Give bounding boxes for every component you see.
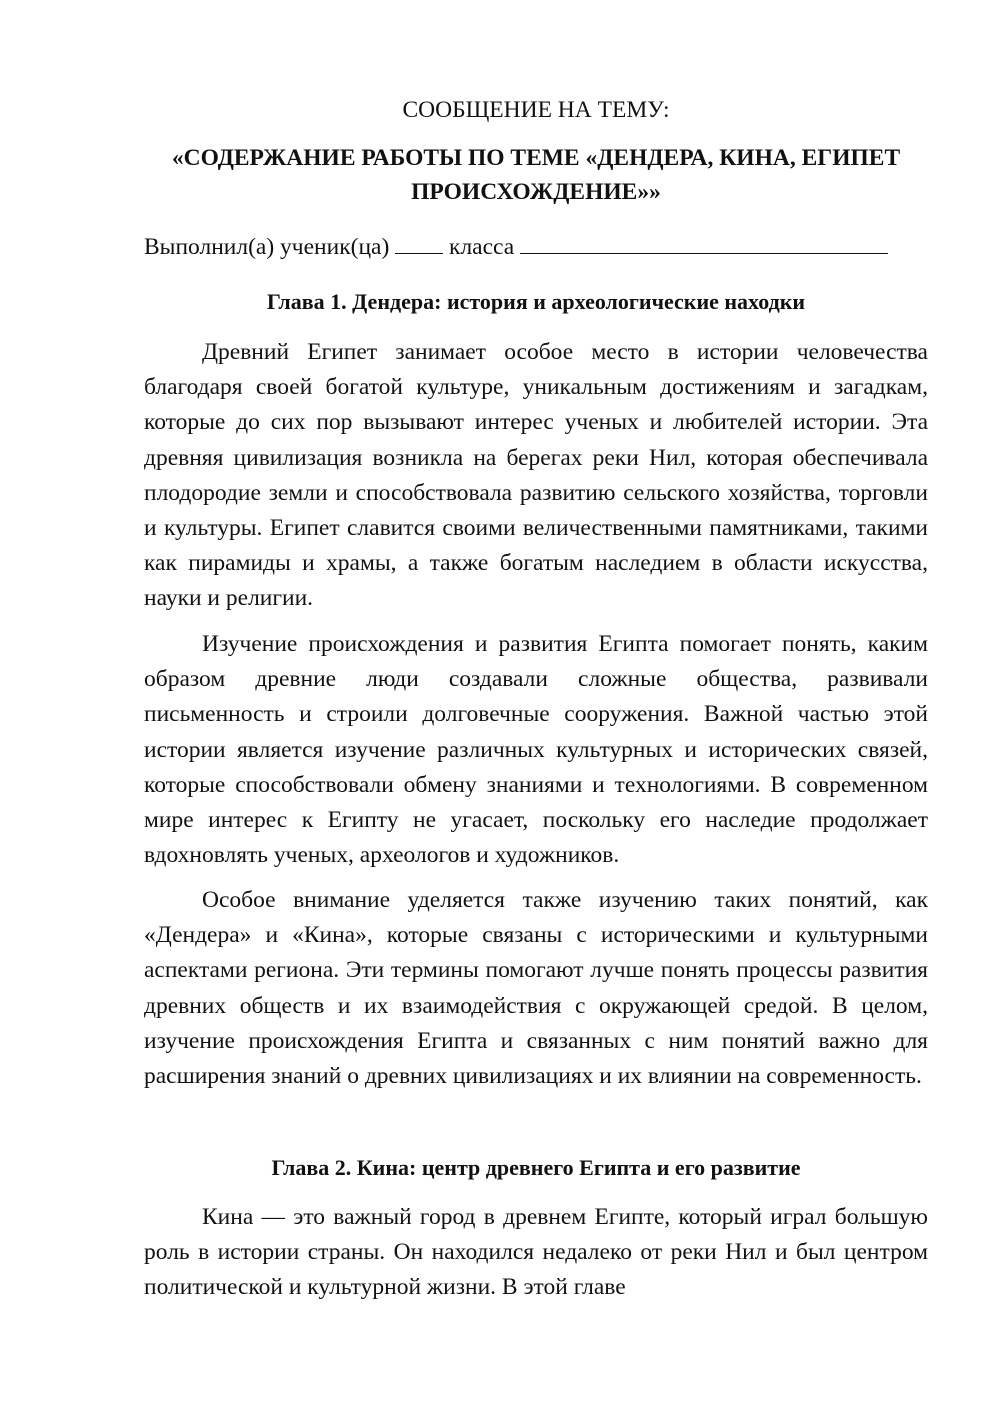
student-name-blank	[520, 231, 888, 254]
chapter-1-paragraph-2: Изучение происхождения и развития Египта помогает понять, каким образом древние люди создавали сложные общества, развивали письменность и строили долговечные сооружения. Важной частью этой истории является изучение различных культурных и исторических связей, которые способствовали обмену знаниями и технологиями. В современном мире интерес к Египту не угасает, поскольку его наследие продолжает вдохновлять ученых, археологов и художников.	[144, 631, 928, 869]
document-title-line-1: «СОДЕРЖАНИЕ РАБОТЫ ПО ТЕМЕ «ДЕНДЕРА, КИНА, ЕГИПЕТ	[171, 145, 901, 171]
chapter-2-paragraph-1: Кина — это важный город в древнем Египте, который играл большую роль в истории страны. Он находился недалеко от реки Нил и был центром политической и культурной жизни. В этой главе	[144, 1204, 928, 1301]
chapter-2-heading: Глава 2. Кина: центр древнего Египта и его развитие	[271, 1155, 801, 1180]
topic-label: СООБЩЕНИЕ НА ТЕМУ:	[402, 97, 670, 123]
chapter-1-paragraph-3: Особое внимание уделяется также изучению таких понятий, как «Дендера» и «Кина», которые связаны с историческими и культурными аспектами региона. Эти термины помогают лучше понять процессы развития древних обществ и их взаимодействия с окружающей средой. В целом, изучение происхождения Египта и связанных с ним понятий важно для расширения знаний о древних цивилизациях и их влиянии на современность.	[144, 887, 928, 1090]
class-label: класса	[449, 234, 515, 260]
chapter-1-paragraph-1: Древний Египет занимает особое место в истории человечества благодаря своей богатой культуре, уникальным достижениям и загадкам, которые до сих пор вызывают интерес ученых и любителей истории. Эта древняя цивилизация возникла на берегах реки Нил, которая обеспечивала плодородие земли и способствовала развитию сельского хозяйства, торговли и культуры. Египет славится своими величественными памятниками, такими как пирамиды и храмы, а также богатым наследием в области искусства, науки и религии.	[144, 339, 928, 612]
performed-by-label: Выполнил(а) ученик(ца)	[144, 234, 390, 260]
document-title-line-2: ПРОИСХОЖДЕНИЕ»»	[411, 179, 661, 205]
class-number-blank	[395, 231, 443, 254]
author-line	[144, 230, 928, 264]
chapter-1-heading: Глава 1. Дендера: история и археологические находки	[266, 289, 806, 314]
